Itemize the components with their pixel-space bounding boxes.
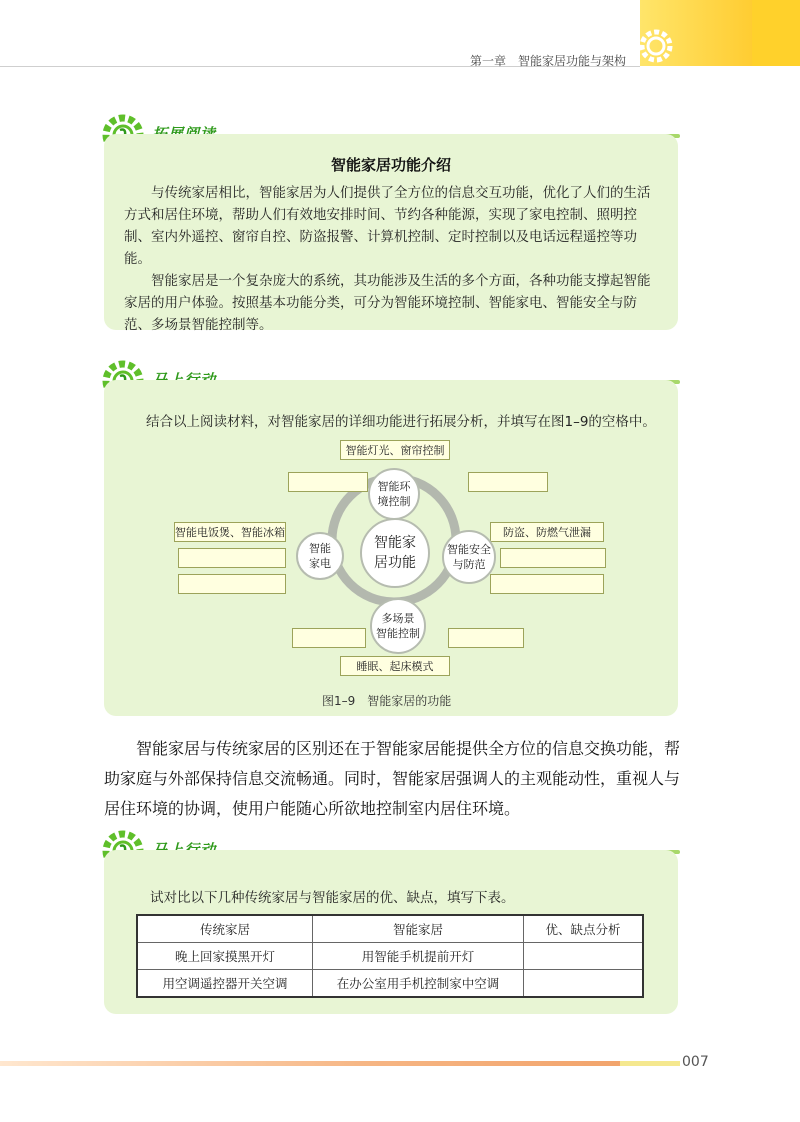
table-cell: 在办公室用手机控制家中空调 [313,970,524,998]
blank-box[interactable] [178,548,286,568]
node-environment-control: 智能环 境控制 [368,468,420,520]
table-cell: 用空调遥控器开关空调 [137,970,313,998]
table-instruction: 试对比以下几种传统家居与智能家居的优、缺点，填写下表。 [150,890,515,906]
reading-paragraph-2: 智能家居是一个复杂庞大的系统，其功能涉及生活的多个方面，各种功能支撑起智能家居的用户体验。按照基本功能分类，可分为智能环境控制、智能家电、智能安全与防范、多场景智能控制等。 [124,273,651,333]
blank-box[interactable] [490,574,604,594]
table-row [137,970,643,998]
header-smart: 智能家居 [313,915,524,943]
analysis-cell[interactable] [524,970,644,998]
page-number: 007 [682,1054,709,1070]
footer-bar-accent [620,1061,680,1066]
action-panel-table [104,850,678,1014]
blank-box[interactable] [288,472,368,492]
body-paragraph: 智能家居与传统家居的区别还在于智能家居能提供全方位的信息交换功能，帮助家庭与外部保持信息交流畅通。同时，智能家居强调人的主观能动性，重视人与居住环境的协调，使用户能随心所欲地控制室内居住环境。 [104,739,681,818]
reading-body [124,182,660,336]
body-text-block [104,734,684,824]
blank-box[interactable] [292,628,366,648]
chapter-title: 第一章 智能家居功能与架构 [470,54,627,68]
comparison-table [136,914,644,998]
table-cell: 用智能手机提前开灯 [313,943,524,970]
diagram-instruction: 结合以上阅读材料，对智能家居的详细功能进行拓展分析，并填写在图1–9的空格中。 [146,414,656,430]
reading-panel [104,134,678,333]
blank-box[interactable] [448,628,524,648]
label-top: 智能灯光、窗帘控制 [340,440,450,460]
reading-paragraph-1: 与传统家居相比，智能家居为人们提供了全方位的信息交互功能，优化了人们的生活方式和居住环境，帮助人们有效地安排时间、节约各种能源，实现了家电控制、照明控制、室内外遥控、窗帘自控、防盗报警、计算机控制、定时控制以及电话远程遥控等功能。 [124,185,651,267]
blank-box[interactable] [468,472,548,492]
node-security: 智能安全 与防范 [442,530,496,584]
analysis-cell[interactable] [524,943,644,970]
reading-title: 智能家居功能介绍 [330,156,451,174]
table-header-row [137,915,643,943]
blank-box[interactable] [500,548,606,568]
header-analysis: 优、缺点分析 [524,915,644,943]
diagram-caption: 图1–9 智能家居的功能 [322,694,452,708]
node-center: 智能家 居功能 [360,518,430,588]
node-multi-scene: 多场景 智能控制 [370,598,426,654]
corner-accent [752,0,800,66]
label-right: 防盗、防燃气泄漏 [490,522,604,542]
header-traditional: 传统家居 [137,915,313,943]
blank-box[interactable] [178,574,286,594]
footer-bar [0,1061,620,1066]
action-panel-diagram [104,380,678,716]
label-bottom: 睡眠、起床模式 [340,656,450,676]
table-row [137,943,643,970]
gear-logo-icon [636,26,676,66]
label-left: 智能电饭煲、智能冰箱 [174,522,286,542]
node-smart-appliance: 智能 家电 [296,532,344,580]
table-cell: 晚上回家摸黑开灯 [137,943,313,970]
